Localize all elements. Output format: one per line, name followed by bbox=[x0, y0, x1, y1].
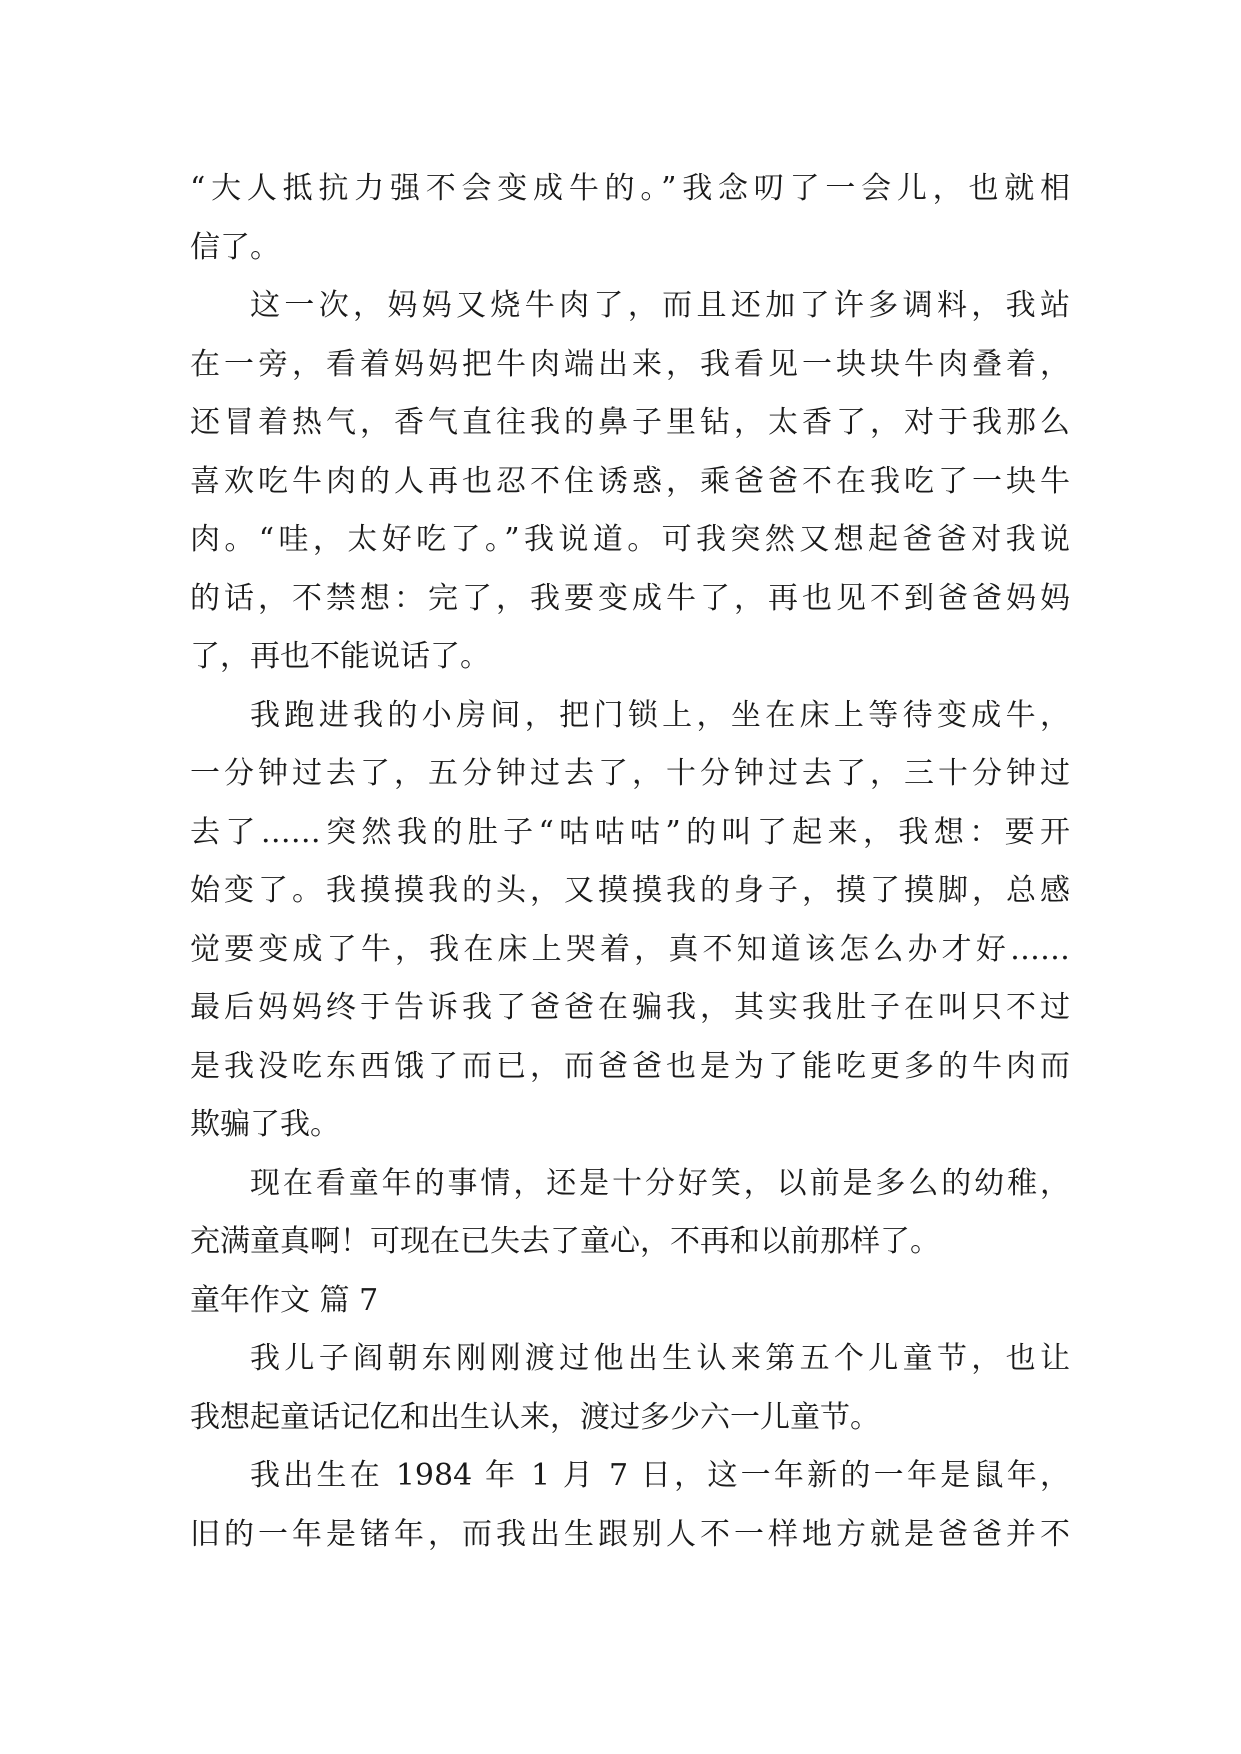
text-line: 童年作文 篇 7 bbox=[190, 1282, 379, 1318]
text-line: 我跑进我的小房间，把门锁上，坐在床上等待变成牛， bbox=[250, 697, 1070, 733]
text-line: 充满童真啊！可现在已失去了童心，不再和以前那样了。 bbox=[190, 1224, 940, 1259]
text-line: 了，再也不能说话了。 bbox=[190, 639, 490, 674]
text-line: 始变了。我摸摸我的头，又摸摸我的身子，摸了摸脚，总感 bbox=[190, 873, 1070, 908]
text-line: 肉。“哇，太好吃了。”我说道。可我突然又想起爸爸对我说 bbox=[190, 522, 1070, 557]
text-line: 我出生在 1984 年 1 月 7 日，这一年新的一年是鼠年， bbox=[250, 1458, 1070, 1493]
text-line: 还冒着热气，香气直往我的鼻子里钻，太香了，对于我那么 bbox=[190, 405, 1070, 440]
text-line: 欺骗了我。 bbox=[190, 1107, 340, 1142]
text-line: 是我没吃东西饿了而已，而爸爸也是为了能吃更多的牛肉而 bbox=[190, 1048, 1070, 1084]
text-line: 现在看童年的事情，还是十分好笑，以前是多么的幼稚， bbox=[250, 1165, 1070, 1201]
text-line: 这一次，妈妈又烧牛肉了，而且还加了许多调料，我站 bbox=[250, 288, 1070, 323]
document-body bbox=[190, 160, 1070, 1564]
text-line: 旧的一年是锗年，而我出生跟别人不一样地方就是爸爸并不 bbox=[190, 1516, 1070, 1552]
text-line: 去了……突然我的肚子“咕咕咕”的叫了起来，我想：要开 bbox=[190, 814, 1070, 850]
text-line: 在一旁，看着妈妈把牛肉端出来，我看见一块块牛肉叠着， bbox=[190, 346, 1070, 382]
text-line: 我儿子阎朝东刚刚渡过他出生认来第五个儿童节，也让 bbox=[250, 1341, 1070, 1376]
text-line: 喜欢吃牛肉的人再也忍不住诱惑，乘爸爸不在我吃了一块牛 bbox=[190, 463, 1070, 499]
text-line: “大人抵抗力强不会变成牛的。”我念叨了一会儿，也就相 bbox=[190, 171, 1070, 206]
text-line: 我想起童话记亿和出生认来，渡过多少六一儿童节。 bbox=[190, 1399, 880, 1435]
text-line: 信了。 bbox=[190, 229, 280, 265]
text-line: 最后妈妈终于告诉我了爸爸在骗我，其实我肚子在叫只不过 bbox=[190, 990, 1070, 1025]
text-line: 一分钟过去了，五分钟过去了，十分钟过去了，三十分钟过 bbox=[190, 756, 1070, 791]
text-line: 觉要变成了牛，我在床上哭着，真不知道该怎么办才好…… bbox=[190, 931, 1070, 967]
text-line: 的话，不禁想：完了，我要变成牛了，再也见不到爸爸妈妈 bbox=[190, 580, 1070, 616]
